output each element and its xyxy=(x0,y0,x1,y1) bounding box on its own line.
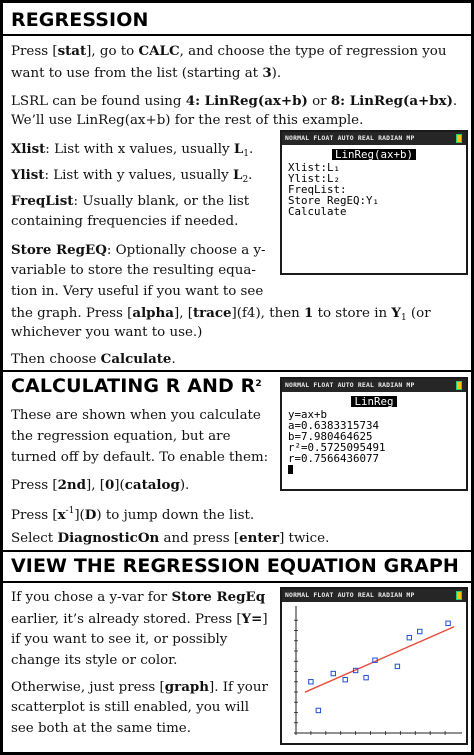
regression-intro-line1: Press [stat], go to CALC, and choose the type of regression you xyxy=(11,43,447,59)
result-line-r-squared: r²=0.5725095491 xyxy=(288,441,386,454)
lsrl-line1: LSRL can be found using 4: LinReg(ax+b) or 8: LinReg(a+bx). xyxy=(11,93,458,109)
data-point-2 xyxy=(316,708,320,712)
setup-line-freqlist: FreqList: xyxy=(288,183,347,196)
store-line1: Store RegEQ: Optionally choose a y- xyxy=(11,242,266,258)
result-line-a: a=0.6383315734 xyxy=(288,419,380,432)
regression-heading: REGRESSION xyxy=(11,9,149,31)
data-point-8 xyxy=(395,664,399,668)
result-line-b: b=7.980464625 xyxy=(288,430,373,443)
status-bar: NORMAL FLOAT AUTO REAL RADIAN MP xyxy=(282,589,466,602)
graph-p2-line3: see both at the same time. xyxy=(11,721,191,736)
result-line-equation: y=ax+b xyxy=(288,408,328,421)
data-point-10 xyxy=(418,629,422,633)
setup-line-store: Store RegEQ:Y₁ xyxy=(288,194,380,207)
press-x-inverse: Press $[x^{-1}](D)$ to jump down the list. xyxy=(11,506,255,523)
xlist-desc: Xlist: List with x values, usually $L_1$. xyxy=(11,141,254,159)
press-catalog: Press [2nd], [0](catalog). xyxy=(11,477,190,493)
section-divider-2 xyxy=(3,550,471,552)
battery-icon xyxy=(456,591,462,600)
lsrl-line2: We’ll use LinReg(ax+b) for the rest of this example. xyxy=(11,113,364,128)
data-point-11 xyxy=(446,621,450,625)
calculating-line2: the regression equation, but are xyxy=(11,429,231,444)
graph-p1-line2: earlier, it’s already stored. Press [Y=] xyxy=(11,611,268,627)
ylist-desc: Ylist: List with y values, usually $L_2$. xyxy=(11,167,253,185)
setup-line-xlist: Xlist:L₁ xyxy=(288,161,341,174)
graph-p1-line3: if you want to see it, or possibly xyxy=(11,632,228,647)
graph-heading: VIEW THE REGRESSION EQUATION GRAPH xyxy=(11,555,459,577)
status-bar: NORMAL FLOAT AUTO REAL RADIAN MP xyxy=(282,379,466,392)
graph-heading-rule xyxy=(3,581,471,583)
regression-rule xyxy=(3,34,471,36)
data-point-9 xyxy=(407,635,411,639)
choose-calculate: Then choose Calculate. xyxy=(11,351,176,367)
freqlist-line2: containing frequencies if needed. xyxy=(11,214,239,229)
calc-screen-linreg-setup xyxy=(280,130,468,275)
calc-screen-linreg-result xyxy=(280,377,468,491)
screen-title: LinReg xyxy=(351,396,396,407)
graph-p2-line1: Otherwise, just press [graph]. If your xyxy=(11,679,268,695)
regression-intro-line2: want to use from the list (starting at 3). xyxy=(11,65,282,81)
graph-p1-line4: change its style or color. xyxy=(11,653,178,668)
calculating-line1: These are shown when you calculate xyxy=(11,408,261,423)
data-point-4 xyxy=(343,678,347,682)
freqlist-line1: FreqList: Usually blank, or the list xyxy=(11,193,250,209)
calc-screen-graph xyxy=(280,587,468,745)
setup-line-ylist: Ylist:L₂ xyxy=(288,172,341,185)
store-line5: whichever you want to use.) xyxy=(11,325,203,340)
calculating-heading: CALCULATING R AND $R^2$ xyxy=(11,375,262,397)
data-point-6 xyxy=(364,675,368,679)
graph-p1-line1: If you chose a y-var for Store RegEq xyxy=(11,589,266,605)
store-line3: tion in. Very useful if you want to see xyxy=(11,284,264,299)
regression-line xyxy=(305,627,454,692)
setup-line-calculate: Calculate xyxy=(288,205,347,218)
status-bar: NORMAL FLOAT AUTO REAL RADIAN MP xyxy=(282,132,466,145)
battery-icon xyxy=(456,134,462,143)
store-line4: the graph. Press [alpha], [trace](f4), then 1 to store in $Y_1$ (or xyxy=(11,305,431,323)
store-line2: variable to store the resulting equa- xyxy=(11,263,256,278)
scatter-plot xyxy=(282,602,466,743)
cursor-icon xyxy=(288,465,293,474)
section-divider-1 xyxy=(3,370,471,372)
select-diagnostic-on: Select DiagnosticOn and press [enter] twice. xyxy=(11,530,330,546)
data-point-1 xyxy=(309,680,313,684)
calculating-line3: turned off by default. To enable them: xyxy=(11,450,269,465)
screen-title: LinReg(ax+b) xyxy=(332,149,416,160)
result-line-r: r=0.7566436077 xyxy=(288,452,380,465)
graph-p2-line2: scatterplot is still enabled, you will xyxy=(11,700,249,715)
battery-icon xyxy=(456,381,462,390)
data-point-3 xyxy=(331,671,335,675)
